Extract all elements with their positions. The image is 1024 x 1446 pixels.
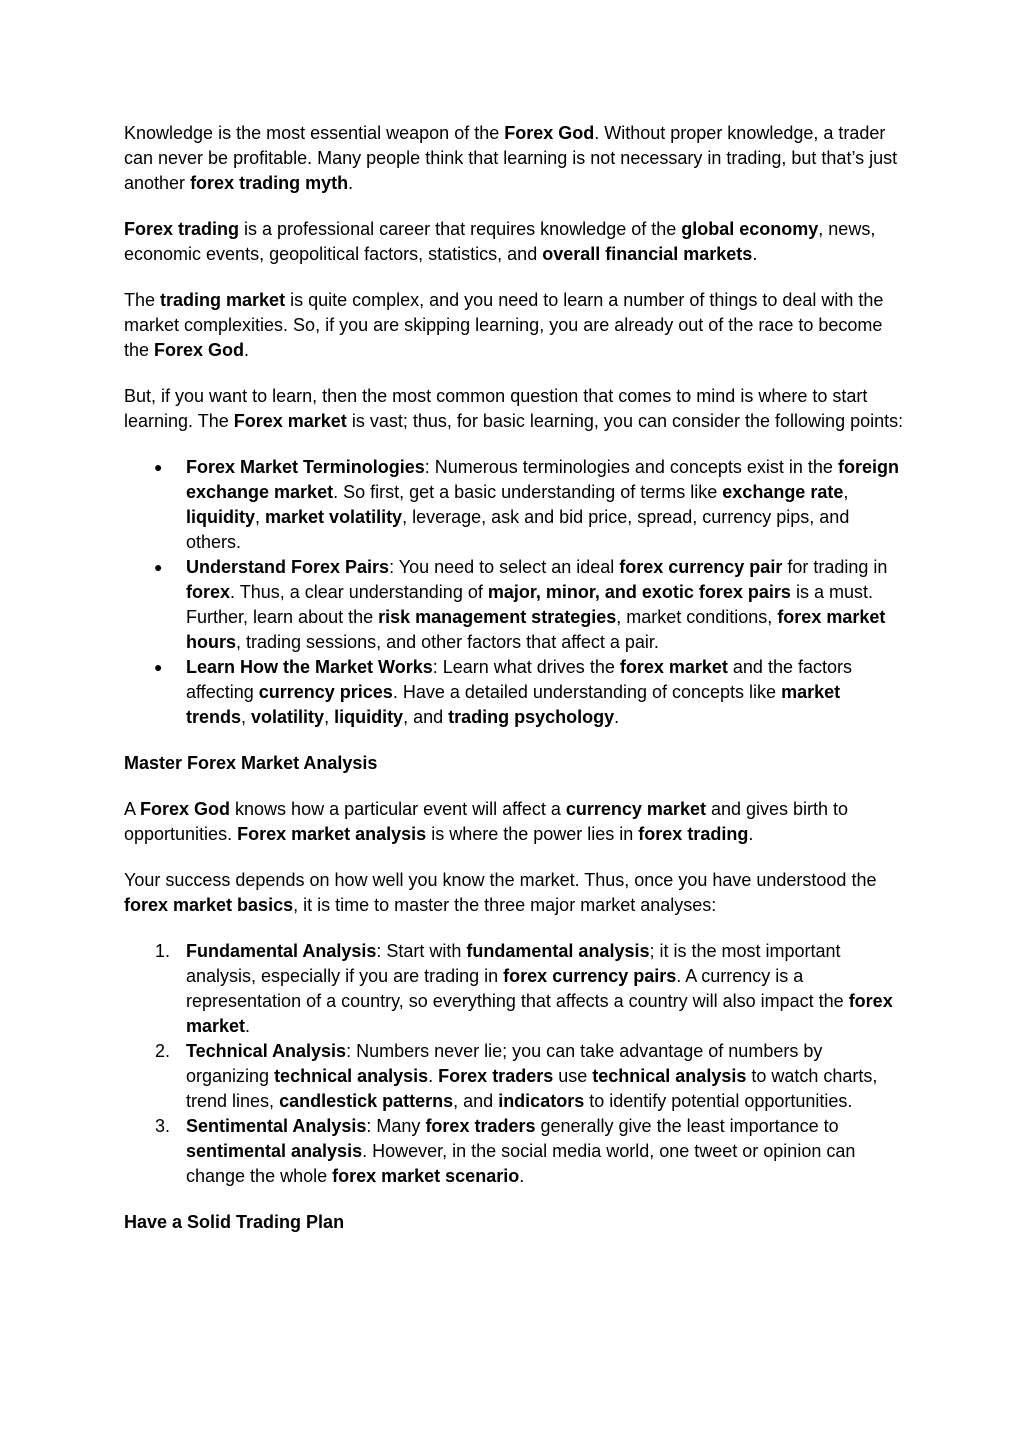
list-item: 1. Fundamental Analysis: Start with fundamental analysis; it is the most important analysis, especially if you are trading in forex currency pairs. A currency is a representation of a country, so everything that affects a country will also impact the forex market. xyxy=(155,941,893,1036)
paragraph-forex-god: A Forex God knows how a particular event will affect a currency market and gives birth to opportunities. Forex market analysis is where the power lies in forex trading. xyxy=(124,799,849,844)
list-item: ● Learn How the Market Works: Learn what drives the forex market and the factors affecting currency prices. Have a detailed understanding of concepts like market trends, volatility, liquidity, and trading psychology. xyxy=(186,655,904,730)
numbered-list xyxy=(124,939,904,1189)
list-number: 3. xyxy=(155,1116,171,1136)
paragraph-where-to-start: But, if you want to learn, then the most common question that comes to mind is where to start learning. The Forex market is vast; thus, for basic learning, you can consider the following points: xyxy=(124,386,904,431)
list-item: 3. Sentimental Analysis: Many forex traders generally give the least importance to sentimental analysis. However, in the social media world, one tweet or opinion can change the whole forex market scenario. xyxy=(155,1116,856,1186)
list-item: ● Understand Forex Pairs: You need to select an ideal forex currency pair for trading in forex. Thus, a clear understanding of major, minor, and exotic forex pairs is a must. Further, learn about the risk management strategies, market conditions, forex market hours, trading sessions, and other factors that affect a pair. xyxy=(186,555,904,655)
list-item: 2. Technical Analysis: Numbers never lie; you can take advantage of numbers by organizing technical analysis. Forex traders use technical analysis to watch charts, trend lines, candlestick patterns, and indicators to identify potential opportunities. xyxy=(155,1041,878,1111)
document-page xyxy=(124,121,904,1256)
list-number: 1. xyxy=(155,941,171,961)
paragraph-forex-trading: Forex trading is a professional career that requires knowledge of the global economy, news, economic events, geopolitical factors, statistics, and overall financial markets. xyxy=(124,219,876,264)
bullet-list xyxy=(124,455,904,730)
paragraph-trading-market: The trading market is quite complex, and you need to learn a number of things to deal with the market complexities. So, if you are skipping learning, you are already out of the race to become the Forex God. xyxy=(124,290,884,360)
paragraph-intro: Knowledge is the most essential weapon of the Forex God. Without proper knowledge, a trader can never be profitable. Many people think that learning is not necessary in trading, but that’s just another forex trading myth. xyxy=(124,123,898,193)
section-heading-trading-plan: Have a Solid Trading Plan xyxy=(124,1212,345,1232)
list-item: ● Forex Market Terminologies: Numerous terminologies and concepts exist in the foreign exchange market. So first, get a basic understanding of terms like exchange rate, liquidity, market volatility, leverage, ask and bid price, spread, currency pips, and others. xyxy=(186,455,904,555)
section-heading-analysis: Master Forex Market Analysis xyxy=(124,753,378,773)
paragraph-success: Your success depends on how well you know the market. Thus, once you have understood the forex market basics, it is time to master the three major market analyses: xyxy=(124,870,877,915)
list-number: 2. xyxy=(155,1041,171,1061)
